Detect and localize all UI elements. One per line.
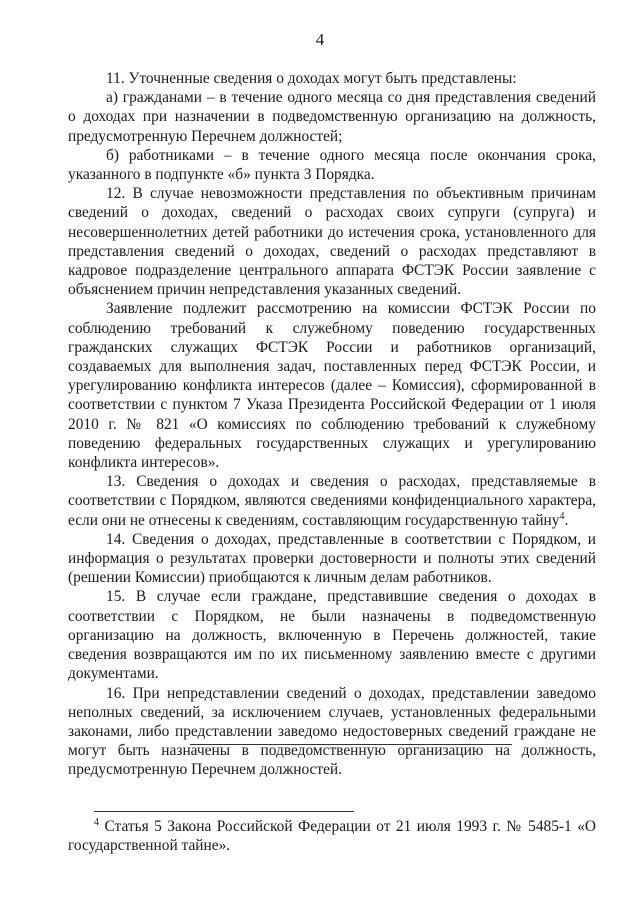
paragraph-14: 14. Сведения о доходах, представленные в соответствии с Порядком, и информация о результатах проверки достоверности и полноты этих сведений (решении Комиссии) приобщаются к личным делам работников.: [68, 530, 596, 587]
paragraph-13-text: 13. Сведения о доходах и сведения о расходах, представляемые в соответствии с Порядком, являются сведениями конфиденциального характера, если они не отнесены к сведениям, составляющим государственную тайну: [68, 473, 596, 529]
paragraph-13-end: .: [564, 511, 569, 529]
paragraph-15: 15. В случае если граждане, представившие сведения о доходах в соответствии с Порядком, не были назначены в подведомственную организацию на должность, включенную в Перечень должностей, такие сведения возвращаются им по их письменному заявлению вместе с другими документами.: [68, 588, 596, 683]
footnote-reference: 4: [559, 510, 565, 522]
paragraph-12-statement: Заявление подлежит рассмотрению на комиссии ФСТЭК России по соблюдению требований к служебному поведению государственных гражданских служащих ФСТЭК России и работников организаций, создаваемых для выполнения задач, поставленных перед ФСТЭК России, и урегулированию конфликта интересов (далее – Комиссия), сформированной в соответствии с пунктом 7 Указа Президента Российской Федерации от 1 июля 2010 г. № 821 «О комиссиях по соблюдению требований к служебному поведению федеральных государственных служащих и урегулированию конфликта интересов».: [68, 300, 596, 472]
document-body: [68, 69, 596, 780]
paragraph-11: 11. Уточненные сведения о доходах могут быть представлены:: [106, 70, 517, 87]
footnote-marker: 4: [94, 816, 99, 828]
footnote-rule: [94, 811, 354, 812]
footnote: [68, 817, 596, 855]
paragraph-16: 16. При непредставлении сведений о доходах, представлении заведомо неполных сведений, за исключением случаев, установленных федеральными законами, либо представлении заведомо недостоверных сведений граждане не могут быть назначены в подведомственную организацию на должность, предусмотренную Перечнем должностей.: [68, 684, 596, 779]
paragraph-12: 12. В случае невозможности представления по объективным причинам сведений о доходах, сведений о расходах своих супруги (супруга) и несовершеннолетних детей работники до истечения срока, установленного для представления сведений о доходах, сведений о расходах представляют в кадровое подразделение центрального аппарата ФСТЭК России заявление с объяснением причин непредставления указанных сведений.: [68, 185, 596, 299]
paragraph-11-a: а) гражданами – в течение одного месяца со дня представления сведений о доходах при назначении в подведомственную организацию на должность, предусмотренную Перечнем должностей;: [68, 89, 596, 145]
page-number: 4: [315, 30, 325, 49]
end-separator-line: [190, 744, 512, 745]
footnote-text: Статья 5 Закона Российской Федерации от 21 июля 1993 г. № 5485-1 «О государственной тайне».: [68, 818, 596, 855]
paragraph-11-b: б) работниками – в течение одного месяца после окончания срока, указанного в подпункте «б» пункта 3 Порядка.: [68, 146, 596, 184]
footnote-text-line: [68, 817, 596, 855]
paragraph-13: [68, 472, 596, 530]
